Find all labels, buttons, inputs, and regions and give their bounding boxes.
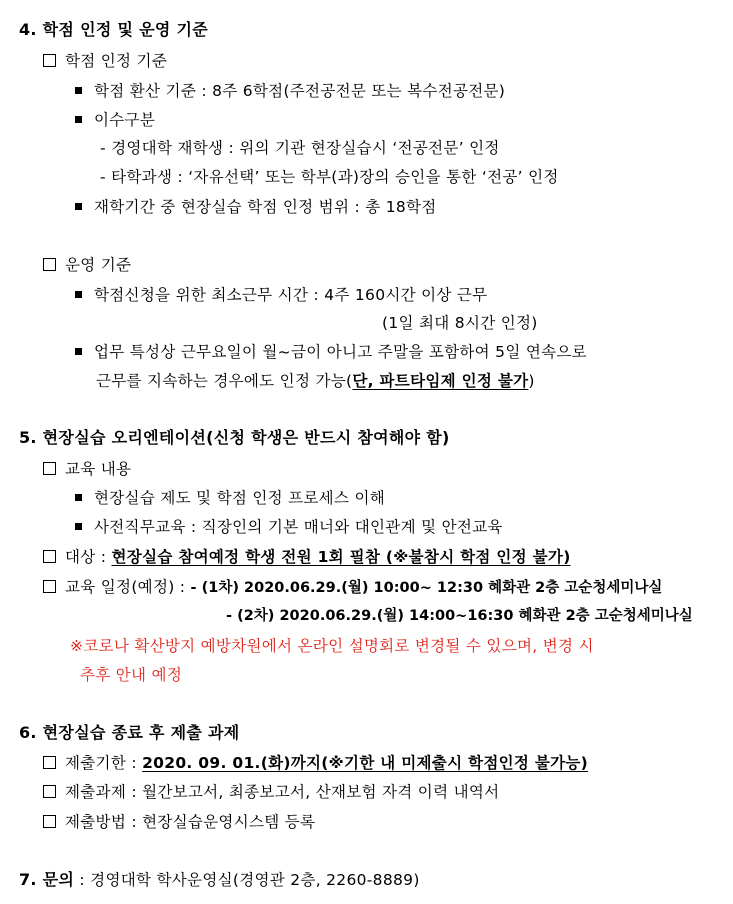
item-submission-method: 제출방법 : 현장실습운영시스템 등록 bbox=[43, 811, 315, 833]
bullet-credit-conversion: 학점 환산 기준 : 8주 6학점(주전공전문 또는 복수전공전문) bbox=[75, 80, 505, 102]
square-bullet-icon bbox=[75, 523, 82, 530]
bullet-pre-job-training: 사전직무교육 : 직장인의 기본 매너와 대인관계 및 안전교육 bbox=[75, 516, 503, 538]
bullet-process-understanding: 현장실습 제도 및 학점 인정 프로세스 이해 bbox=[75, 487, 385, 509]
item-education-schedule: 교육 일정(예정) : - (1차) 2020.06.29.(월) 10:00~ 12:30 혜화관 2층 고순청세미나실 bbox=[43, 576, 662, 599]
target-notice: 현장실습 참여예정 학생 전원 1회 필참 (※불참시 학점 인정 불가) bbox=[111, 548, 571, 566]
schedule-session-2: - (2차) 2020.06.29.(월) 14:00~16:30 혜화관 2층 고순청세미나실 bbox=[226, 608, 693, 624]
bullet-credit-range: 재학기간 중 현장실습 학점 인정 범위 : 총 18학점 bbox=[75, 196, 437, 218]
dash-other-students: - 타학과생 : ‘자유선택’ 또는 학부(과)장의 승인을 통한 ‘전공’ 인정 bbox=[100, 168, 559, 186]
square-bullet-icon bbox=[75, 494, 82, 501]
section-7-title: 7. 문의 bbox=[19, 870, 75, 889]
checkbox-icon bbox=[43, 756, 56, 769]
item-operation-criteria: 운영 기준 bbox=[43, 254, 131, 276]
checkbox-icon bbox=[43, 258, 56, 271]
item-assignments: 제출과제 : 월간보고서, 최종보고서, 산재보험 자격 이력 내역서 bbox=[43, 781, 499, 803]
section-6-title: 6. 현장실습 종료 후 제출 과제 bbox=[19, 723, 240, 742]
min-hours-note: (1일 최대 8시간 인정) bbox=[382, 314, 538, 332]
checkbox-icon bbox=[43, 815, 56, 828]
covid-notice: ※코로나 확산방지 예방차원에서 온라인 설명회로 변경될 수 있으며, 변경 시 bbox=[70, 637, 594, 655]
schedule-session-1: - (1차) 2020.06.29.(월) 10:00~ 12:30 혜화관 2층 고순청세미나실 bbox=[190, 580, 663, 596]
item-education-content: 교육 내용 bbox=[43, 458, 131, 480]
section-7-contact: 7. 문의 : 경영대학 학사운영실(경영관 2층, 2260-8889) bbox=[19, 870, 420, 889]
item-deadline: 제출기한 : 2020. 09. 01.(화)까지(※기한 내 미제출시 학점인정 불가능) bbox=[43, 752, 588, 774]
checkbox-icon bbox=[43, 785, 56, 798]
bullet-work-days: 업무 특성상 근무요일이 월~금이 아니고 주말을 포함하여 5일 연속으로 bbox=[75, 341, 587, 363]
section-5-title: 5. 현장실습 오리엔테이션(신청 학생은 반드시 참여해야 함) bbox=[19, 428, 450, 447]
square-bullet-icon bbox=[75, 348, 82, 355]
section-4-title: 4. 학점 인정 및 운영 기준 bbox=[19, 20, 208, 39]
covid-notice-continued: 추후 안내 예정 bbox=[80, 666, 183, 684]
item-credit-criteria: 학점 인정 기준 bbox=[43, 50, 167, 72]
square-bullet-icon bbox=[75, 291, 82, 298]
checkbox-icon bbox=[43, 550, 56, 563]
item-target: 대상 : 현장실습 참여예정 학생 전원 1회 필참 (※불참시 학점 인정 불가) bbox=[43, 546, 571, 568]
checkbox-icon bbox=[43, 54, 56, 67]
square-bullet-icon bbox=[75, 203, 82, 210]
part-time-notice: 단, 파트타임제 인정 불가 bbox=[352, 372, 529, 390]
bullet-min-hours: 학점신청을 위한 최소근무 시간 : 4주 160시간 이상 근무 bbox=[75, 284, 487, 306]
square-bullet-icon bbox=[75, 116, 82, 123]
dash-business-students: - 경영대학 재학생 : 위의 기관 현장실습시 ‘전공전문’ 인정 bbox=[100, 139, 500, 157]
work-days-continued: 근무를 지속하는 경우에도 인정 가능(단, 파트타임제 인정 불가) bbox=[96, 372, 535, 390]
bullet-course-type: 이수구분 bbox=[75, 109, 155, 131]
square-bullet-icon bbox=[75, 87, 82, 94]
checkbox-icon bbox=[43, 580, 56, 593]
deadline-notice: 2020. 09. 01.(화)까지(※기한 내 미제출시 학점인정 불가능) bbox=[142, 754, 589, 772]
checkbox-icon bbox=[43, 462, 56, 475]
